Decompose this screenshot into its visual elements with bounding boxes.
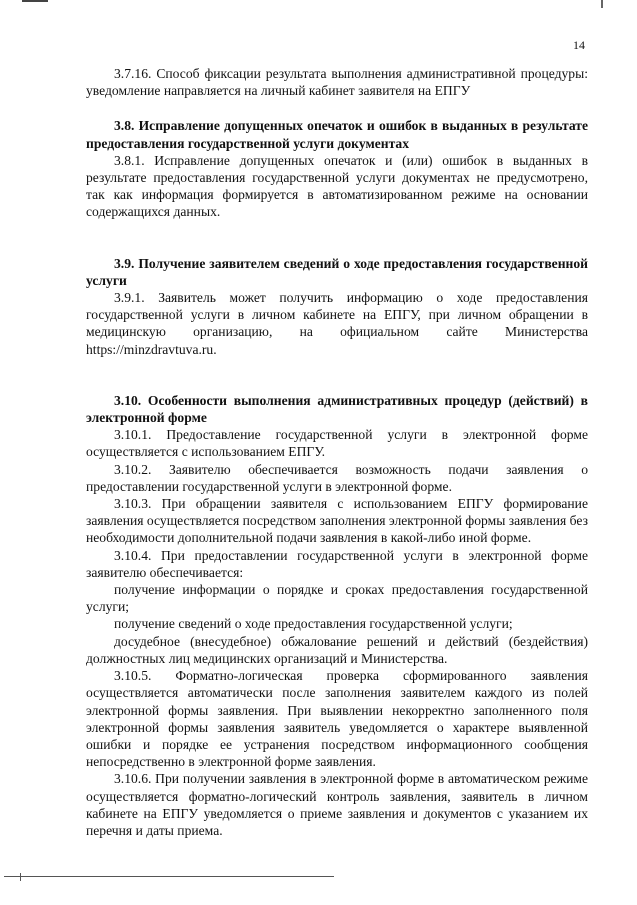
paragraph: получение информации о порядке и сроках предоставления государственной услуги;: [86, 582, 588, 615]
section-heading: 3.9. Получение заявителем сведений о ходе предоставления государственной услуги: [86, 255, 588, 288]
paragraph: 3.8.1. Исправление допущенных опечаток и (или) ошибок в выданных в результате предоставления государственной услуги документах не предусмотрено, так как информация формируется в автоматизированном режиме на основании содержащихся данных.: [86, 152, 588, 220]
paragraph: досудебное (внесудебное) обжалование решений и действий (бездействия) должностных лиц медицинских организаций и Министерства.: [86, 633, 588, 666]
section-spacer: [86, 221, 588, 255]
paragraph: 3.10.5. Форматно-логическая проверка сформированного заявления осуществляется автоматически после заполнения заявителем каждого из полей электронной формы заявления. При выявлении некорректно заполненного поля электронной формы заявления заявитель уведомляется о характере выявленной ошибки и порядке ее устранения посредством информационного сообщения непосредственно в электронной форме заявления.: [86, 668, 588, 770]
section-spacer: [86, 358, 588, 392]
section-heading: 3.8. Исправление допущенных опечаток и ошибок в выданных в результате предоставления государственной услуги документах: [86, 118, 588, 151]
paragraph: 3.10.1. Предоставление государственной услуги в электронной форме осуществляется с использованием ЕПГУ.: [86, 427, 588, 460]
paragraph: 3.10.2. Заявителю обеспечивается возможность подачи заявления о предоставлении государственной услуги в электронной форме.: [86, 461, 588, 494]
paragraph: 3.10.6. При получении заявления в электронной форме в автоматическом режиме осуществляется форматно-логический контроль заявления, заявитель в личном кабинете на ЕПГУ уведомляется о приеме заявления и документов с указанием их перечня и даты приема.: [86, 771, 588, 838]
page-number: 14: [573, 38, 585, 52]
scan-mark-bottom: [4, 876, 334, 877]
document-body: [86, 65, 588, 839]
paragraph: 3.7.16. Способ фиксации результата выполнения административной процедуры: уведомление направляется на личный кабинет заявителя на ЕПГУ: [86, 66, 588, 99]
paragraph: 3.9.1. Заявитель может получить информацию о ходе предоставления государственной услуги в личном кабинете на ЕПГУ, при личном обращении в медицинскую организацию, на официальном сайте Министерства https://minzdravtuva.ru.: [86, 290, 588, 357]
scan-mark-top-right: [601, 0, 603, 8]
paragraph: получение сведений о ходе предоставления государственной услуги;: [114, 616, 513, 632]
section-heading: 3.10. Особенности выполнения административных процедур (действий) в электронной форме: [86, 392, 588, 426]
paragraph: 3.10.3. При обращении заявителя с использованием ЕПГУ формирование заявления осуществляется посредством заполнения электронной формы заявления без необходимости дополнительной подачи заявления в какой-либо иной форме.: [86, 496, 588, 546]
paragraph: 3.10.4. При предоставлении государственной услуги в электронной форме заявителю обеспечивается:: [86, 547, 588, 580]
section-spacer: [86, 99, 588, 117]
scan-mark-top: [22, 0, 48, 2]
scan-mark-bottom-tick: [20, 873, 21, 881]
